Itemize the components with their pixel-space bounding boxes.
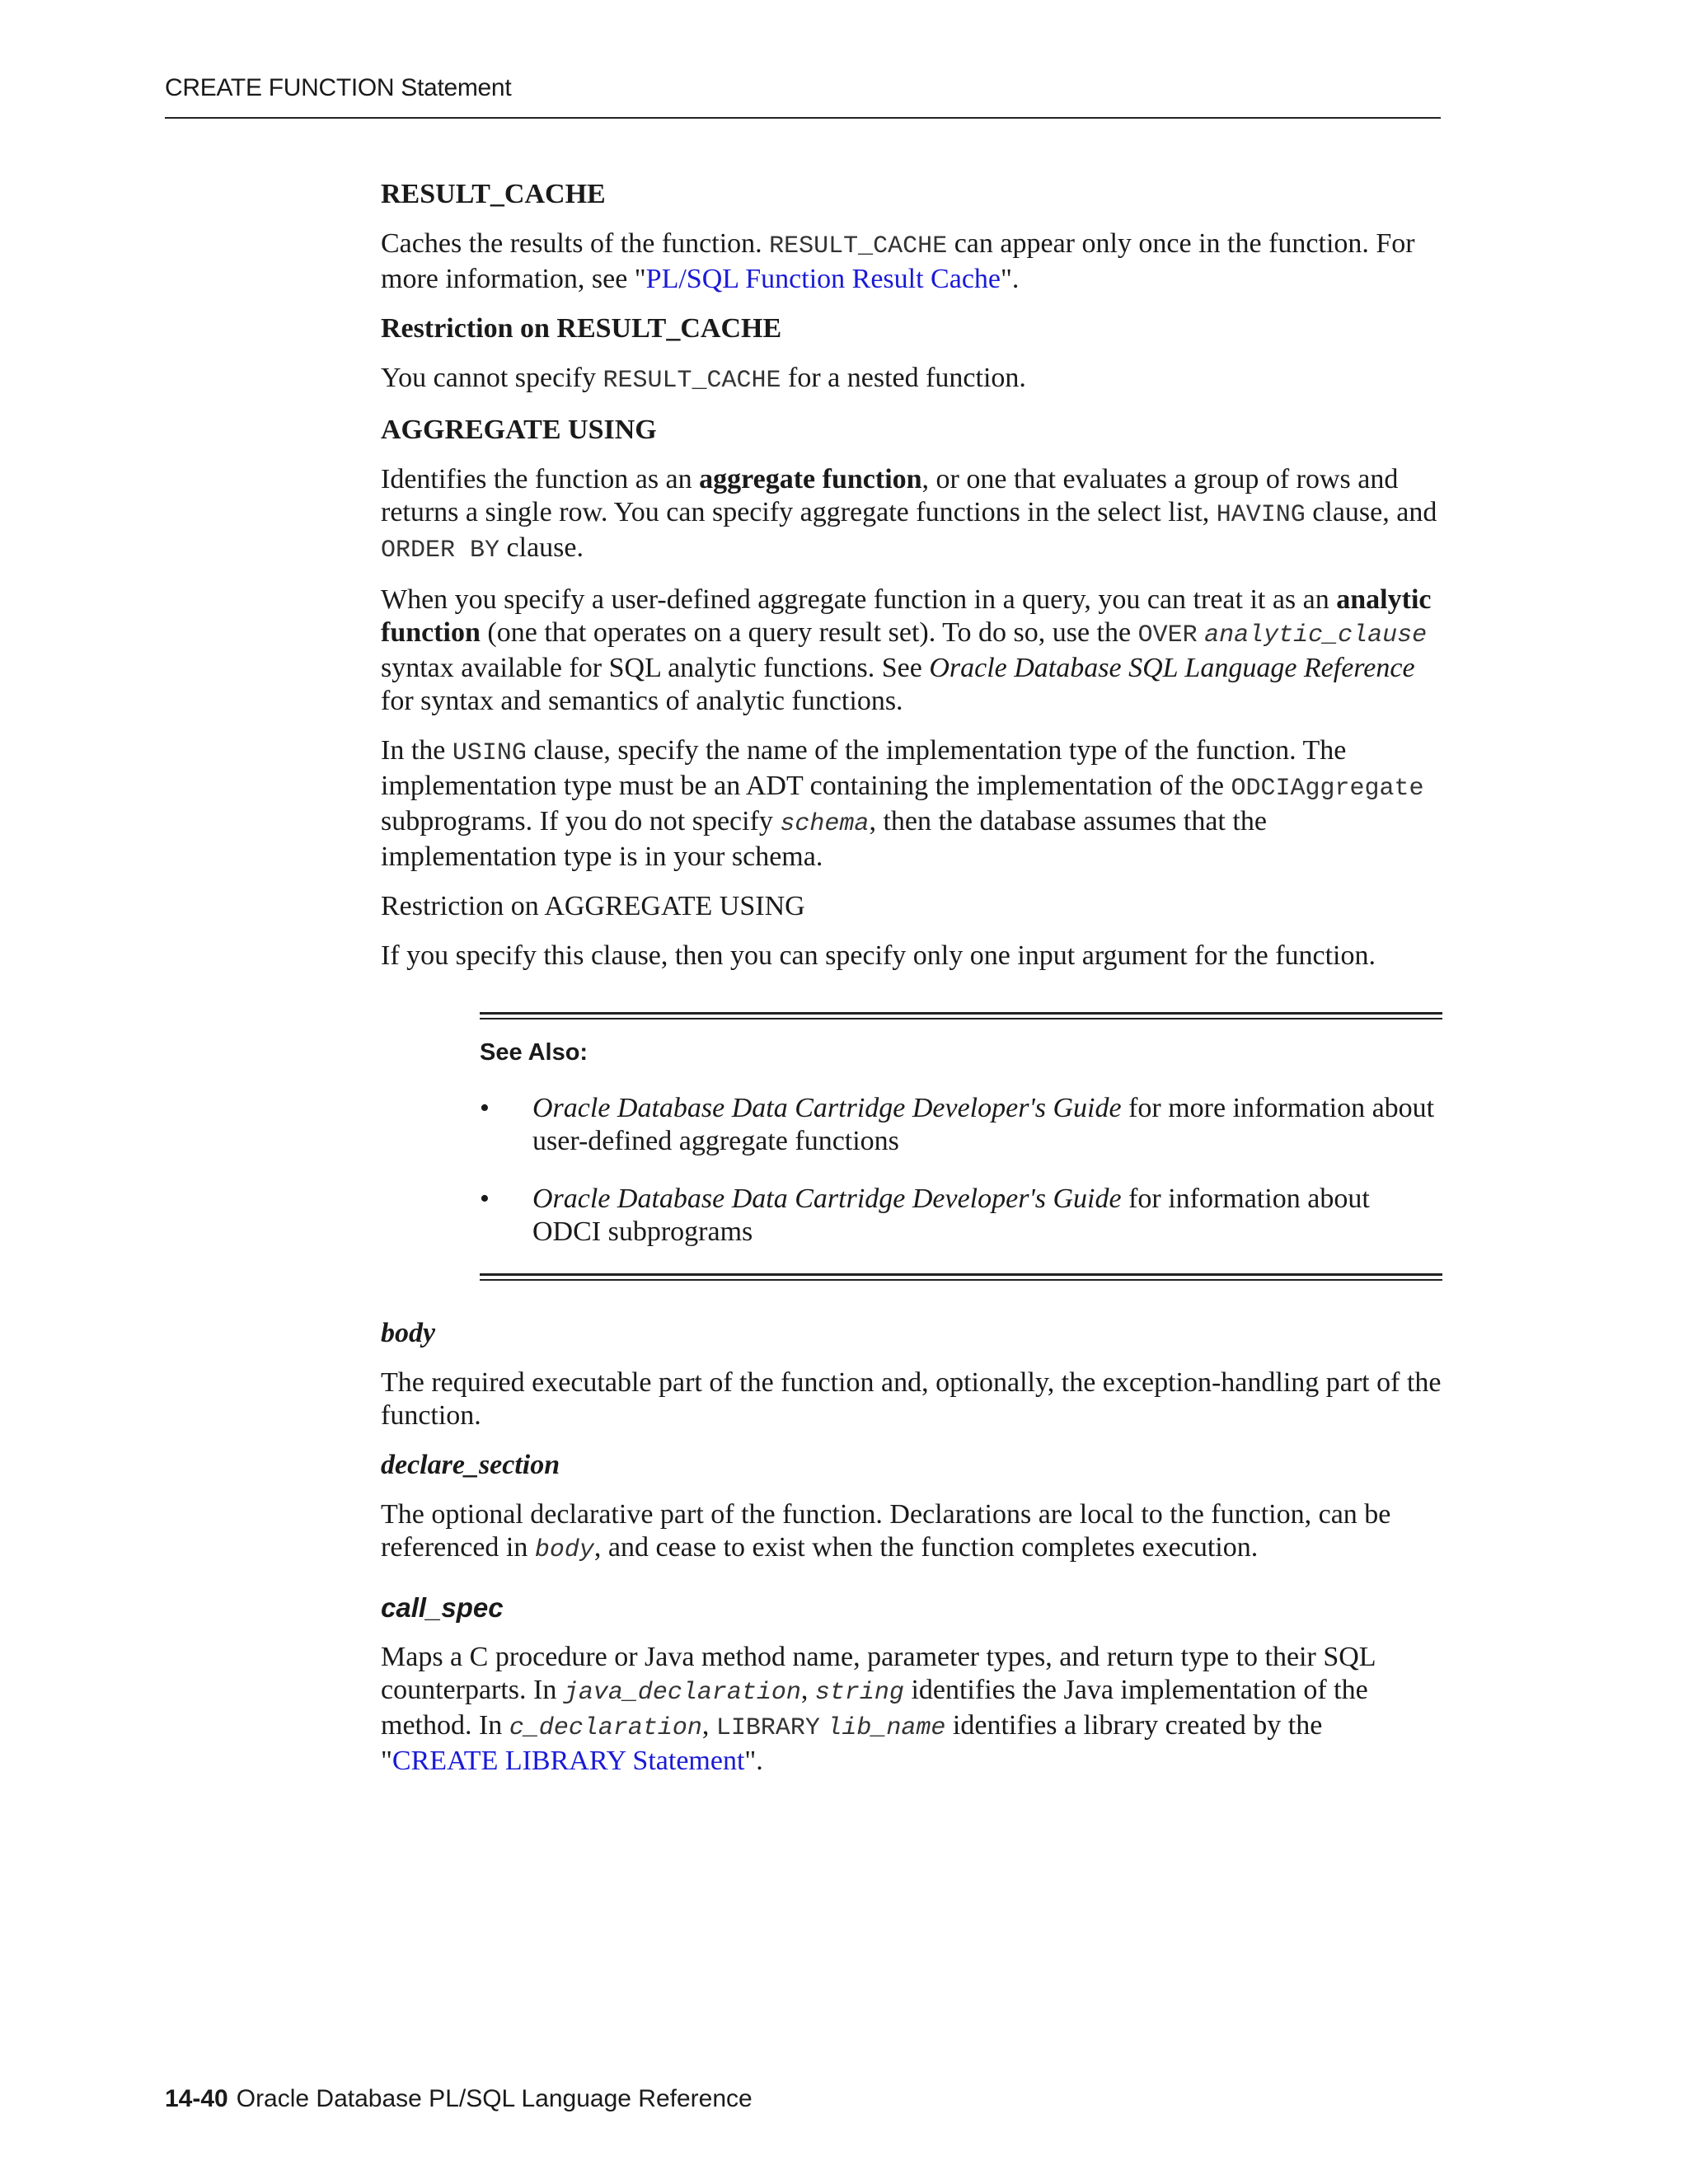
see-also-top-rule [480,1012,1442,1019]
call-spec-heading: call_spec [381,1592,504,1623]
restriction-aggregate-using-text: If you specify this clause, then you can specify only one input argument for the function. [381,940,1376,971]
body-heading: body [381,1318,436,1348]
see-also-box [480,1012,1442,1281]
book-ref-sql-language-reference: Oracle Database SQL Language Reference [929,653,1415,683]
declare-section-description: The optional declarative part of the function. Declarations are local to the function, can be referenced in body, and cease to exist when the function completes execution. [381,1499,1391,1564]
see-also-item: • Oracle Database Data Cartridge Developer's Guide for information about ODCI subprograms [480,1183,1370,1247]
body-description: The required executable part of the function and, optionally, the exception-handling part of the function. [381,1367,1442,1431]
see-also-bottom-rule [480,1273,1442,1281]
aggregate-using-heading: AGGREGATE USING [381,415,657,445]
book-ref-data-cartridge-guide: Oracle Database Data Cartridge Developer's Guide [532,1183,1122,1214]
call-spec-description: Maps a C procedure or Java method name, parameter types, and return type to their SQL counterparts. In java_declaration, string identifies the Java implementation of the method. In c_declaration, LIBRARY lib_name identifies a library created by the "CREATE LIBRARY Statement". [381,1642,1376,1776]
see-also-title: See Also: [480,1039,588,1066]
restriction-result-cache-heading: Restriction on RESULT_CACHE [381,313,782,344]
aggregate-using-p3: In the USING clause, specify the name of the implementation type of the function. The implementation type must be an ADT containing the implementation of the ODCIAggregate subprograms. If you do not specify schema, then the database assumes that the implementation type is in your schema. [381,735,1424,872]
see-also-list [480,1092,1442,1249]
aggregate-using-p2: When you specify a user-defined aggregate function in a query, you can treat it as an analytic function (one that operates on a query result set). To do so, use the OVER analytic_clause syntax available for SQL analytic functions. See Oracle Database SQL Language Reference for syntax and semantics of analytic functions. [381,584,1432,716]
declare-section-heading: declare_section [381,1450,560,1480]
book-ref-data-cartridge-guide: Oracle Database Data Cartridge Developer's Guide [532,1093,1122,1123]
aggregate-using-p1: Identifies the function as an aggregate function, or one that evaluates a group of rows and returns a single row. You can specify aggregate functions in the select list, HAVING clause, and ORDER BY clause. [381,464,1437,565]
restriction-result-cache-text: You cannot specify RESULT_CACHE for a nested function. [381,363,1026,395]
restriction-aggregate-using-heading: Restriction on AGGREGATE USING [381,891,805,921]
see-also-item: • Oracle Database Data Cartridge Developer's Guide for more information about user-defined aggregate functions [480,1093,1435,1156]
result-cache-heading: RESULT_CACHE [381,179,606,209]
result-cache-description: Caches the results of the function. RESULT_CACHE can appear only once in the function. For more information, see "PL/SQL Function Result Cache". [381,228,1415,294]
page-number: 14-40 [165,2085,228,2112]
page-content [381,178,1444,1794]
bullet: • [480,1093,490,1123]
link-create-library-statement[interactable]: CREATE LIBRARY Statement [392,1746,745,1776]
link-plsql-function-result-cache[interactable]: PL/SQL Function Result Cache [645,264,1001,294]
header-divider [165,117,1441,119]
running-header: CREATE FUNCTION Statement [165,74,512,101]
code-result-cache: RESULT_CACHE [769,232,948,260]
bullet: • [480,1183,490,1214]
book-title: Oracle Database PL/SQL Language Reference [236,2085,753,2112]
running-footer [165,2085,753,2113]
